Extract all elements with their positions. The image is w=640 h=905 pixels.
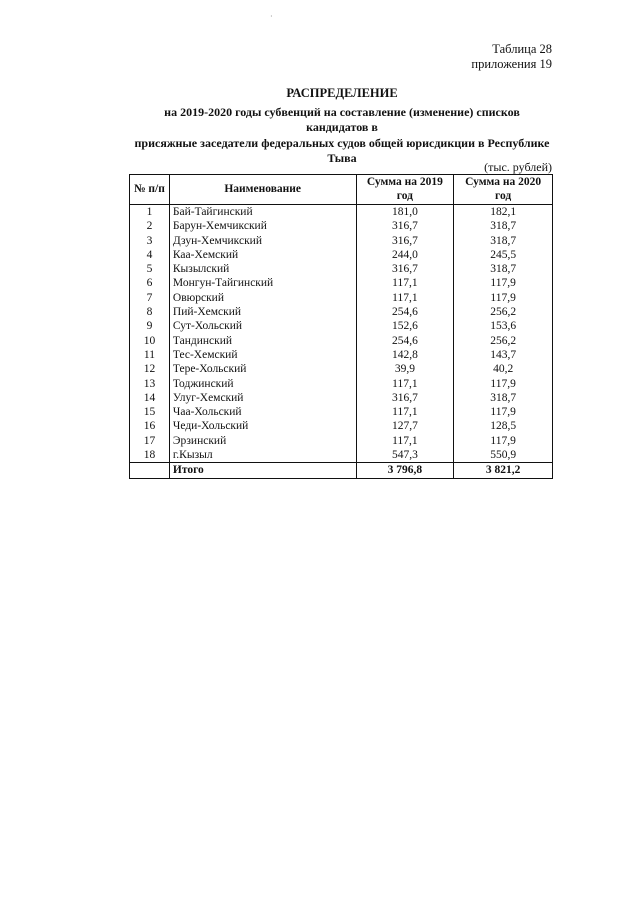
row-number: 10	[130, 334, 170, 348]
total-num-cell	[130, 463, 170, 478]
row-number: 5	[130, 262, 170, 276]
row-number: 16	[130, 419, 170, 433]
row-sum-2019: 316,7	[356, 391, 454, 405]
table-row	[130, 348, 553, 362]
row-name: Сут-Хольский	[169, 319, 356, 333]
header-num: № п/п	[130, 175, 170, 205]
row-sum-2019: 152,6	[356, 319, 454, 333]
table-row	[130, 405, 553, 419]
row-sum-2020: 245,5	[454, 248, 553, 262]
row-number: 17	[130, 434, 170, 448]
row-name: Тере-Хольский	[169, 362, 356, 376]
row-number: 9	[130, 319, 170, 333]
row-sum-2020: 117,9	[454, 434, 553, 448]
row-sum-2019: 117,1	[356, 434, 454, 448]
row-number: 18	[130, 448, 170, 463]
header-name: Наименование	[169, 175, 356, 205]
row-sum-2020: 256,2	[454, 305, 553, 319]
total-sum-2020: 3 821,2	[454, 463, 553, 478]
row-name: г.Кызыл	[169, 448, 356, 463]
table-row	[130, 391, 553, 405]
row-sum-2020: 153,6	[454, 319, 553, 333]
title-line-2: присяжные заседатели федеральных судов общей юрисдикции в Республике	[134, 135, 550, 150]
table-row	[130, 319, 553, 333]
row-name: Чаа-Хольский	[169, 405, 356, 419]
header-sum-2019: Сумма на 2019 год	[356, 175, 454, 205]
table-row	[130, 434, 553, 448]
row-number: 8	[130, 305, 170, 319]
row-name: Барун-Хемчикский	[169, 219, 356, 233]
row-name: Кызылский	[169, 262, 356, 276]
row-name: Улуг-Хемский	[169, 391, 356, 405]
row-sum-2020: 40,2	[454, 362, 553, 376]
row-sum-2019: 117,1	[356, 405, 454, 419]
row-sum-2019: 127,7	[356, 419, 454, 433]
row-sum-2019: 39,9	[356, 362, 454, 376]
row-sum-2019: 316,7	[356, 262, 454, 276]
row-number: 11	[130, 348, 170, 362]
total-row	[130, 463, 553, 478]
row-number: 4	[130, 248, 170, 262]
row-sum-2019: 181,0	[356, 205, 454, 220]
row-name: Бай-Тайгинский	[169, 205, 356, 220]
total-sum-2019: 3 796,8	[356, 463, 454, 478]
row-sum-2019: 547,3	[356, 448, 454, 463]
table-row	[130, 334, 553, 348]
row-name: Тес-Хемский	[169, 348, 356, 362]
row-sum-2019: 254,6	[356, 334, 454, 348]
row-number: 1	[130, 205, 170, 220]
row-sum-2019: 244,0	[356, 248, 454, 262]
table-row	[130, 234, 553, 248]
row-sum-2020: 550,9	[454, 448, 553, 463]
row-number: 2	[130, 219, 170, 233]
row-sum-2020: 318,7	[454, 219, 553, 233]
row-name: Дзун-Хемчикский	[169, 234, 356, 248]
row-sum-2020: 318,7	[454, 262, 553, 276]
row-sum-2020: 182,1	[454, 205, 553, 220]
row-name: Чеди-Хольский	[169, 419, 356, 433]
total-label: Итого	[169, 463, 356, 478]
row-name: Монгун-Тайгинский	[169, 276, 356, 290]
row-sum-2019: 316,7	[356, 234, 454, 248]
row-sum-2019: 316,7	[356, 219, 454, 233]
title-line-3: Тыва	[327, 151, 357, 165]
row-sum-2019: 117,1	[356, 276, 454, 290]
table-row	[130, 219, 553, 233]
row-name: Каа-Хемский	[169, 248, 356, 262]
table-number: Таблица 28	[492, 42, 552, 56]
title-line-1: на 2019-2020 годы субвенций на составление (изменение) списков кандидатов в	[164, 104, 520, 134]
page-mark: ·	[270, 12, 273, 21]
row-sum-2019: 254,6	[356, 305, 454, 319]
row-number: 14	[130, 391, 170, 405]
appendix-reference	[471, 42, 552, 72]
table-row	[130, 276, 553, 290]
row-name: Тоджинский	[169, 377, 356, 391]
row-sum-2020: 318,7	[454, 391, 553, 405]
table-row	[130, 248, 553, 262]
table-row	[130, 419, 553, 433]
document-title	[132, 86, 552, 167]
row-number: 3	[130, 234, 170, 248]
row-number: 6	[130, 276, 170, 290]
table-row	[130, 362, 553, 376]
row-number: 7	[130, 291, 170, 305]
row-sum-2019: 117,1	[356, 291, 454, 305]
row-sum-2020: 117,9	[454, 291, 553, 305]
table-row	[130, 205, 553, 220]
row-sum-2020: 117,9	[454, 405, 553, 419]
units-note: (тыс. рублей)	[484, 160, 552, 174]
row-sum-2020: 128,5	[454, 419, 553, 433]
row-name: Эрзинский	[169, 434, 356, 448]
table-row	[130, 305, 553, 319]
row-name: Овюрский	[169, 291, 356, 305]
row-sum-2020: 117,9	[454, 276, 553, 290]
row-sum-2019: 142,8	[356, 348, 454, 362]
header-sum-2020: Сумма на 2020 год	[454, 175, 553, 205]
table-row	[130, 448, 553, 463]
row-number: 15	[130, 405, 170, 419]
table-row	[130, 291, 553, 305]
table-row	[130, 262, 553, 276]
row-sum-2020: 318,7	[454, 234, 553, 248]
row-sum-2020: 143,7	[454, 348, 553, 362]
table-header-row	[130, 175, 553, 205]
row-sum-2020: 256,2	[454, 334, 553, 348]
row-sum-2019: 117,1	[356, 377, 454, 391]
row-name: Пий-Хемский	[169, 305, 356, 319]
row-name: Тандинский	[169, 334, 356, 348]
row-sum-2020: 117,9	[454, 377, 553, 391]
table-row	[130, 377, 553, 391]
distribution-table	[129, 174, 553, 479]
table-body	[130, 205, 553, 463]
title-main: РАСПРЕДЕЛЕНИЕ	[286, 86, 398, 100]
appendix-number: приложения 19	[471, 57, 552, 71]
row-number: 13	[130, 377, 170, 391]
row-number: 12	[130, 362, 170, 376]
